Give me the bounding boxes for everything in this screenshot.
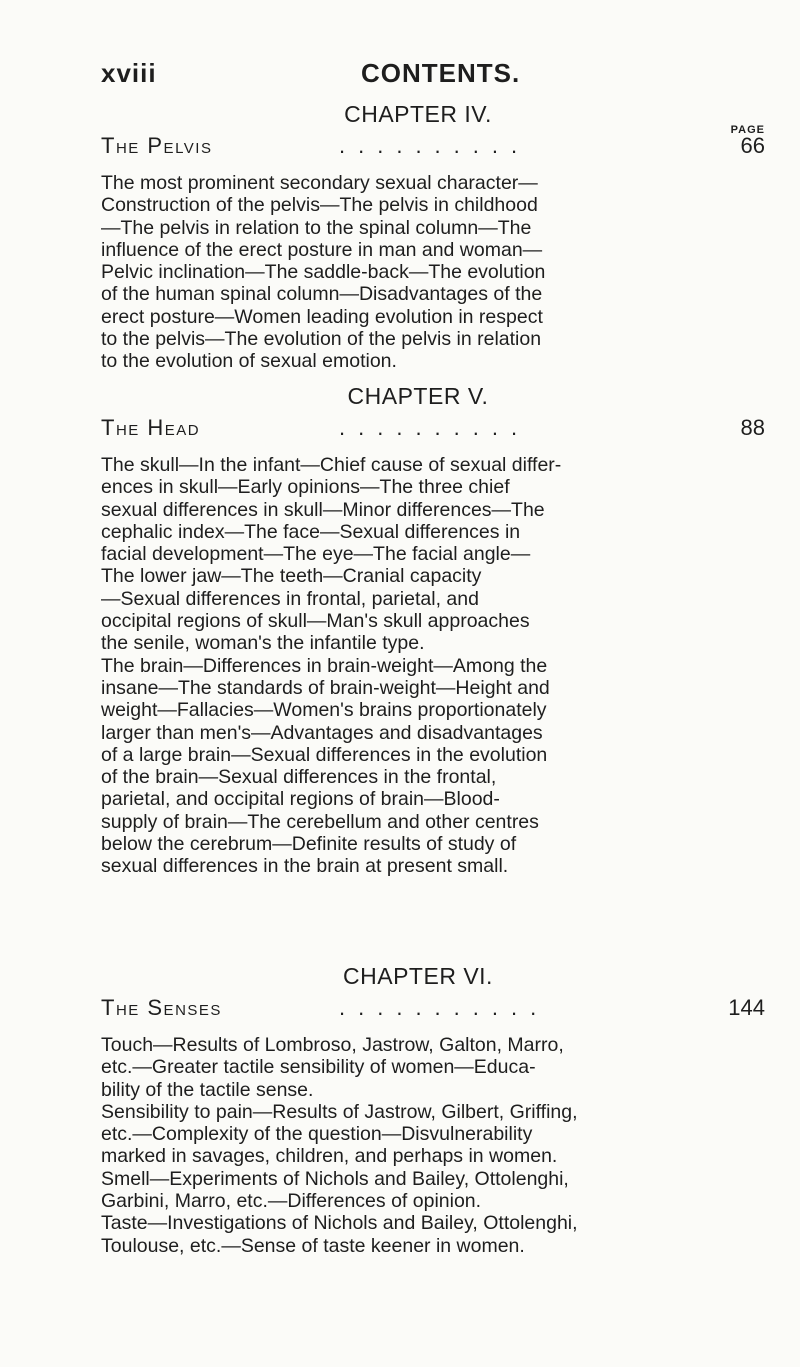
page-number: 144	[728, 995, 765, 1020]
summary-line: occipital regions of skull—Man's skull approaches	[101, 610, 530, 633]
chapter-summary	[101, 1168, 765, 1213]
dot-leaders: ...........	[339, 995, 550, 1020]
chapter-section	[101, 354, 765, 934]
summary-line: Construction of the pelvis—The pelvis in childhood	[101, 194, 538, 217]
chapter-summary	[101, 655, 765, 878]
page-number: 66	[740, 133, 765, 158]
summary-line: Smell—Experiments of Nichols and Bailey, Ottolenghi,	[101, 1167, 569, 1190]
summary-line: marked in savages, children, and perhaps in women.	[101, 1145, 558, 1168]
chapter-section	[101, 98, 765, 373]
summary-line: insane—The standards of brain-weight—Height and	[101, 676, 550, 699]
summary-line: The lower jaw—The teeth—Cranial capacity	[101, 565, 482, 588]
summary-line: larger than men's—Advantages and disadvantages	[101, 721, 543, 744]
summary-line: etc.—Complexity of the question—Disvulnerability	[101, 1123, 533, 1146]
summary-line: The skull—In the infant—Chief cause of sexual differ-	[101, 454, 562, 476]
summary-line: below the cerebrum—Definite results of study of	[101, 833, 517, 856]
summary-line: sexual differences in the brain at present small.	[101, 855, 509, 878]
summary-line: etc.—Greater tactile sensibility of women—Educa-	[101, 1056, 536, 1079]
summary-line: facial development—The eye—The facial angle—	[101, 543, 531, 566]
summary-line: sexual differences in skull—Minor differences—The	[101, 498, 545, 521]
dot-leaders: ..........	[339, 133, 531, 158]
page-folio: xviii	[101, 58, 157, 88]
summary-line: cephalic index—The face—Sexual differences in	[101, 520, 521, 543]
summary-line: of the brain—Sexual differences in the frontal,	[101, 766, 497, 789]
chapter-summary	[101, 454, 765, 655]
summary-line: —The pelvis in relation to the spinal column—The	[101, 216, 532, 239]
summary-line: Toulouse, etc.—Sense of taste keener in women.	[101, 1234, 525, 1257]
page-number: 88	[740, 415, 765, 440]
summary-line: supply of brain—The cerebellum and other centres	[101, 810, 539, 833]
chapter-summary	[101, 1101, 765, 1168]
summary-line: Pelvic inclination—The saddle-back—The evolution	[101, 261, 546, 284]
summary-line: of a large brain—Sexual differences in the evolution	[101, 743, 548, 766]
summary-line: weight—Fallacies—Women's brains proportionately	[101, 699, 547, 722]
summary-line: influence of the erect posture in man and woman—	[101, 238, 543, 261]
chapter-section	[101, 934, 765, 1257]
summary-line: Garbini, Marro, etc.—Differences of opinion.	[101, 1190, 482, 1213]
summary-line: to the pelvis—The evolution of the pelvis in relation	[101, 328, 542, 351]
chapter-heading: CHAPTER IV.	[344, 101, 492, 127]
running-title: CONTENTS.	[361, 58, 521, 88]
chapter-summary	[101, 172, 765, 373]
summary-line: —Sexual differences in frontal, parietal, and	[101, 587, 479, 610]
summary-line: to the evolution of sexual emotion.	[101, 350, 397, 373]
summary-line: ences in skull—Early opinions—The three chief	[101, 476, 510, 499]
summary-line: The brain—Differences in brain-weight—Among the	[101, 654, 548, 677]
chapter-title: The Senses	[101, 995, 222, 1020]
page-column-label: PAGE	[730, 124, 765, 136]
summary-line: The most prominent secondary sexual character—	[101, 172, 538, 194]
chapter-title-row	[101, 130, 765, 162]
contents-page	[101, 58, 765, 1257]
summary-line: parietal, and occipital regions of brain—Blood-	[101, 788, 500, 811]
summary-line: bility of the tactile sense.	[101, 1078, 314, 1101]
summary-line: of the human spinal column—Disadvantages of the	[101, 283, 543, 306]
chapter-heading: CHAPTER VI.	[343, 963, 493, 989]
summary-line: the senile, woman's the infantile type.	[101, 632, 425, 655]
chapter-title: The Head	[101, 415, 201, 440]
chapter-summary	[101, 1034, 765, 1101]
chapter-heading: CHAPTER V.	[347, 383, 489, 409]
dot-leaders: ..........	[339, 415, 531, 440]
summary-line: Taste—Investigations of Nichols and Bailey, Ottolenghi,	[101, 1212, 578, 1235]
summary-line: erect posture—Women leading evolution in respect	[101, 305, 543, 328]
chapter-summary	[101, 1212, 765, 1257]
summary-line: Touch—Results of Lombroso, Jastrow, Galton, Marro,	[101, 1034, 564, 1056]
running-head	[101, 58, 765, 98]
summary-line: Sensibility to pain—Results of Jastrow, Gilbert, Griffing,	[101, 1100, 578, 1123]
chapter-title-row	[101, 412, 765, 444]
chapter-title-row	[101, 992, 765, 1024]
chapter-title: The Pelvis	[101, 133, 213, 158]
